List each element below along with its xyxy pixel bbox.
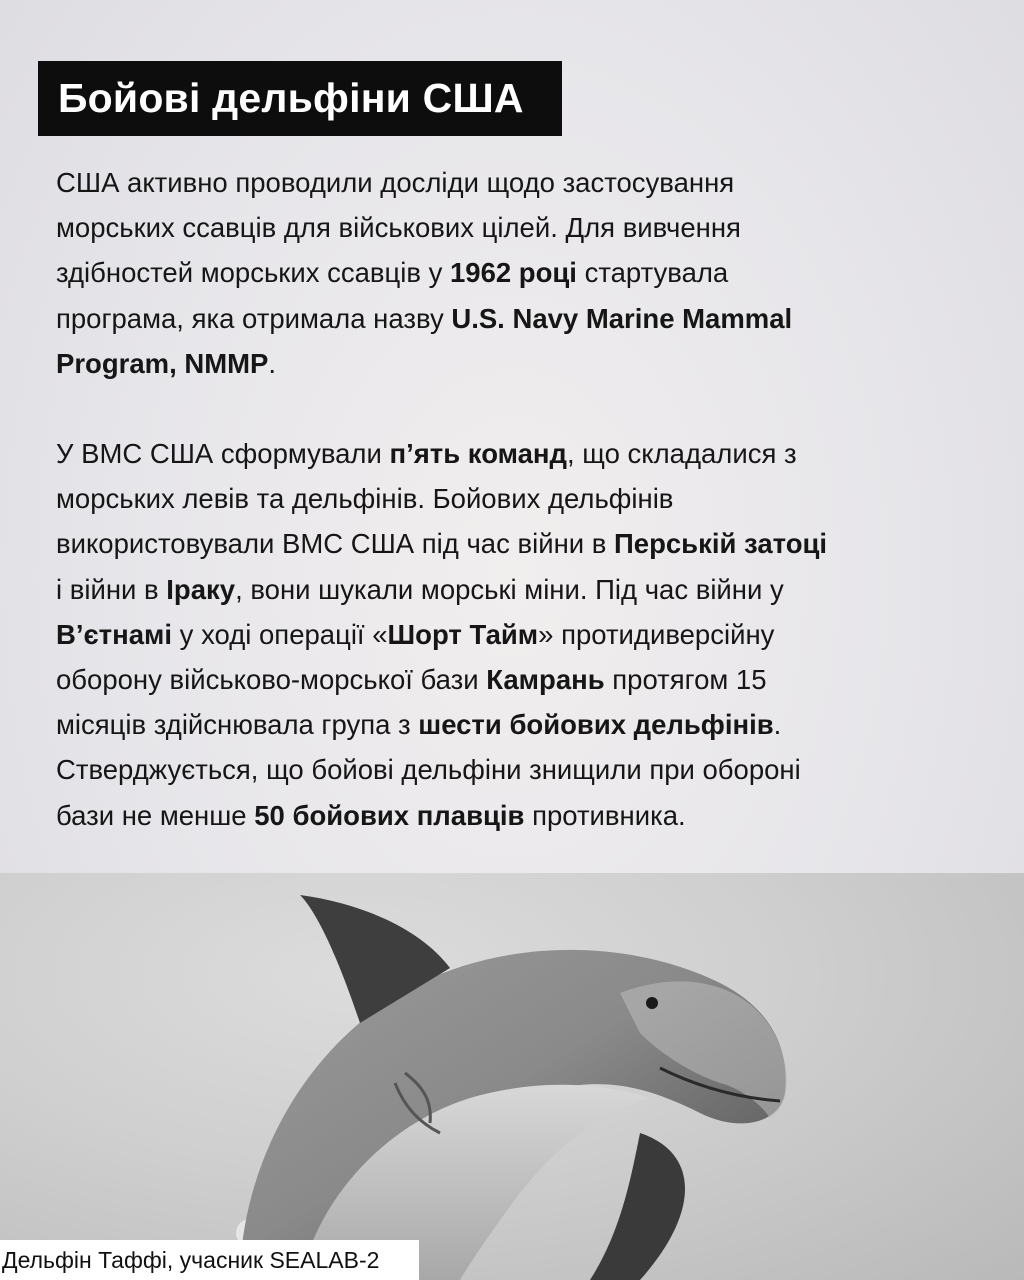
text-run: і війни в (56, 573, 167, 605)
dolphin-illustration (0, 873, 1024, 1280)
text-line (56, 296, 976, 341)
dolphin-photo (0, 873, 1024, 1280)
text-line (56, 521, 976, 566)
text-run: морських левів та дельфінів. Бойових дельфінів (56, 483, 674, 515)
text-line (56, 793, 976, 838)
text-run: . (773, 709, 782, 741)
bold-text: Program, NMMP (56, 347, 269, 379)
text-run: США активно проводили досліди щодо застосування (56, 167, 735, 198)
text-run: оборону військово-морської бази (56, 664, 487, 696)
bold-text: В’єтнамі (56, 618, 173, 650)
text-run: стартувала (576, 257, 729, 289)
bold-text: Шорт Тайм (387, 618, 539, 650)
text-run: . (268, 347, 277, 379)
photo-caption: Дельфін Таффі, учасник SEALAB-2 (0, 1240, 419, 1280)
text-run: » протидиверсійну (538, 618, 775, 650)
text-run: , що складалися з (566, 438, 797, 469)
text-run: здібностей морських ссавців у (56, 257, 450, 289)
text-run: місяців здійснювала група з (56, 709, 419, 741)
text-line (56, 612, 976, 657)
text-run: програма, яка отримала назву (56, 302, 452, 334)
bold-text: Перській затоці (614, 528, 828, 560)
text-run: , вони шукали морські міни. Під час війни у (235, 573, 784, 605)
text-line (56, 341, 976, 386)
title-banner (38, 61, 562, 136)
bold-text: Камрань (486, 664, 605, 696)
text-run: протягом 15 (604, 664, 767, 696)
text-run: У ВМС США сформували (56, 438, 390, 469)
bold-text: 50 бойових плавців (254, 799, 525, 831)
text-line (56, 567, 976, 612)
dolphin-pectoral-fin (590, 1133, 685, 1280)
text-run: морських ссавців для військових цілей. Для вивчення (56, 212, 741, 244)
paragraph-intro (56, 160, 976, 386)
text-run: використовували ВМС США під час війни в (56, 528, 615, 560)
text-run: у ході операції « (172, 618, 388, 650)
text-line (56, 702, 976, 747)
text-run: противника. (524, 799, 686, 831)
text-line (56, 205, 976, 250)
text-line (56, 747, 976, 792)
page-title: Бойові дельфіни США (58, 75, 524, 121)
bold-text: шести бойових дельфінів (418, 709, 774, 741)
text-run: Стверджується, що бойові дельфіни знищили при обороні (56, 754, 801, 786)
bold-text: 1962 році (449, 257, 577, 289)
bold-text: U.S. Navy Marine Mammal (451, 302, 793, 334)
text-line (56, 250, 976, 295)
bold-text: Іраку (166, 573, 236, 605)
text-line (56, 476, 976, 521)
text-line (56, 657, 976, 702)
dolphin-eye (646, 997, 658, 1009)
text-line (56, 160, 976, 205)
text-run: бази не менше (56, 799, 255, 831)
bold-text: п’ять команд (389, 438, 567, 469)
paragraph-teams (56, 431, 976, 838)
text-line (56, 431, 976, 476)
